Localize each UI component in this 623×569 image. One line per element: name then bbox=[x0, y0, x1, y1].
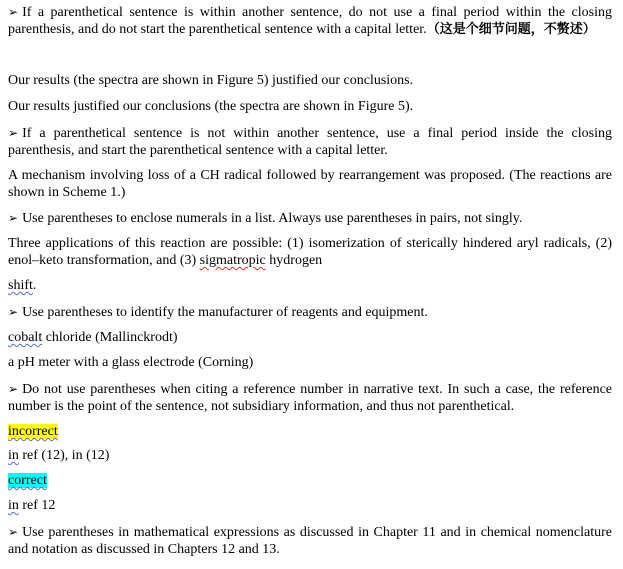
arrow-bullet-icon: ➢ bbox=[8, 525, 19, 539]
example-4-text-a: Three applications of this reaction are possible: (1) isomerization of sterically hindered aryl radicals, (2) enol–keto transformation, and (3) bbox=[8, 236, 612, 268]
example-5-text-b: chloride (Mallinckrodt) bbox=[42, 330, 178, 345]
incorrect-label: incorrect bbox=[8, 424, 58, 439]
arrow-bullet-icon: ➢ bbox=[8, 305, 19, 319]
rule-paragraph-2 bbox=[8, 125, 612, 159]
example-4-misspelled-word: sigmatropic bbox=[199, 253, 266, 268]
example-paragraph-4-continued bbox=[8, 277, 36, 294]
rule-2-text: If a parenthetical sentence is not within another sentence, use a final period inside the closing parenthesis, and start the parenthetical sentence with a capital letter. bbox=[8, 126, 612, 158]
rule-paragraph-5 bbox=[8, 381, 612, 415]
example-paragraph-1 bbox=[8, 72, 413, 89]
example-paragraph-5 bbox=[8, 329, 178, 346]
rule-paragraph-1 bbox=[8, 4, 612, 38]
example-paragraph-8 bbox=[8, 497, 55, 514]
example-paragraph-4 bbox=[8, 235, 612, 269]
example-1-text: Our results (the spectra are shown in Figure 5) justified our conclusions. bbox=[8, 73, 414, 88]
example-paragraph-2 bbox=[8, 98, 413, 115]
arrow-bullet-icon: ➢ bbox=[8, 126, 19, 140]
example-4-text-c: hydrogen bbox=[265, 253, 323, 268]
rule-3-text: Use parentheses to enclose numerals in a list. Always use parentheses in pairs, not singly. bbox=[22, 211, 523, 226]
correct-label: correct bbox=[8, 473, 47, 488]
example-paragraph-3 bbox=[8, 167, 612, 201]
example-8-text-b: ref 12 bbox=[18, 498, 56, 513]
example-7-text-a: in bbox=[8, 448, 19, 463]
rule-4-text: Use parentheses to identify the manufacturer of reagents and equipment. bbox=[22, 305, 428, 320]
example-paragraph-6 bbox=[8, 354, 253, 371]
example-3-text: A mechanism involving loss of a CH radical followed by rearrangement was proposed. (The reactions are shown in Scheme 1.) bbox=[8, 168, 612, 200]
arrow-bullet-icon: ➢ bbox=[8, 211, 19, 225]
example-8-text-a: in bbox=[8, 498, 19, 513]
example-2-text: Our results justified our conclusions (the spectra are shown in Figure 5). bbox=[8, 99, 414, 114]
example-6-text: a pH meter with a glass electrode (Corning) bbox=[8, 355, 254, 370]
rule-6-text: Use parentheses in mathematical expressions as discussed in Chapter 11 and in chemical nomenclature and notation as discussed in Chapters 12 and 13. bbox=[8, 525, 612, 557]
example-paragraph-7 bbox=[8, 447, 109, 464]
example-5-text-a: cobalt bbox=[8, 330, 43, 345]
label-paragraph-incorrect bbox=[8, 423, 58, 440]
example-4-text-d: shift bbox=[8, 278, 33, 293]
rule-5-text: Do not use parentheses when citing a reference number in narrative text. In such a case, the reference number is the point of the sentence, not subsidiary information, and thus not parenthetical. bbox=[8, 382, 612, 414]
label-paragraph-correct bbox=[8, 472, 47, 489]
rule-paragraph-4 bbox=[8, 304, 428, 321]
arrow-bullet-icon: ➢ bbox=[8, 5, 19, 19]
rule-1-text: If a parenthetical sentence is within another sentence, do not use a final period within the closing parenthesis, and do not start the parenthetical sentence with a capital letter. bbox=[8, 5, 612, 37]
example-7-text-b: ref (12), in (12) bbox=[18, 448, 110, 463]
arrow-bullet-icon: ➢ bbox=[8, 382, 19, 396]
rule-1-note: （这是个细节问题，不赘述） bbox=[426, 22, 596, 37]
rule-paragraph-3 bbox=[8, 210, 522, 227]
example-4-text-e: . bbox=[32, 278, 37, 293]
rule-paragraph-6 bbox=[8, 524, 612, 558]
